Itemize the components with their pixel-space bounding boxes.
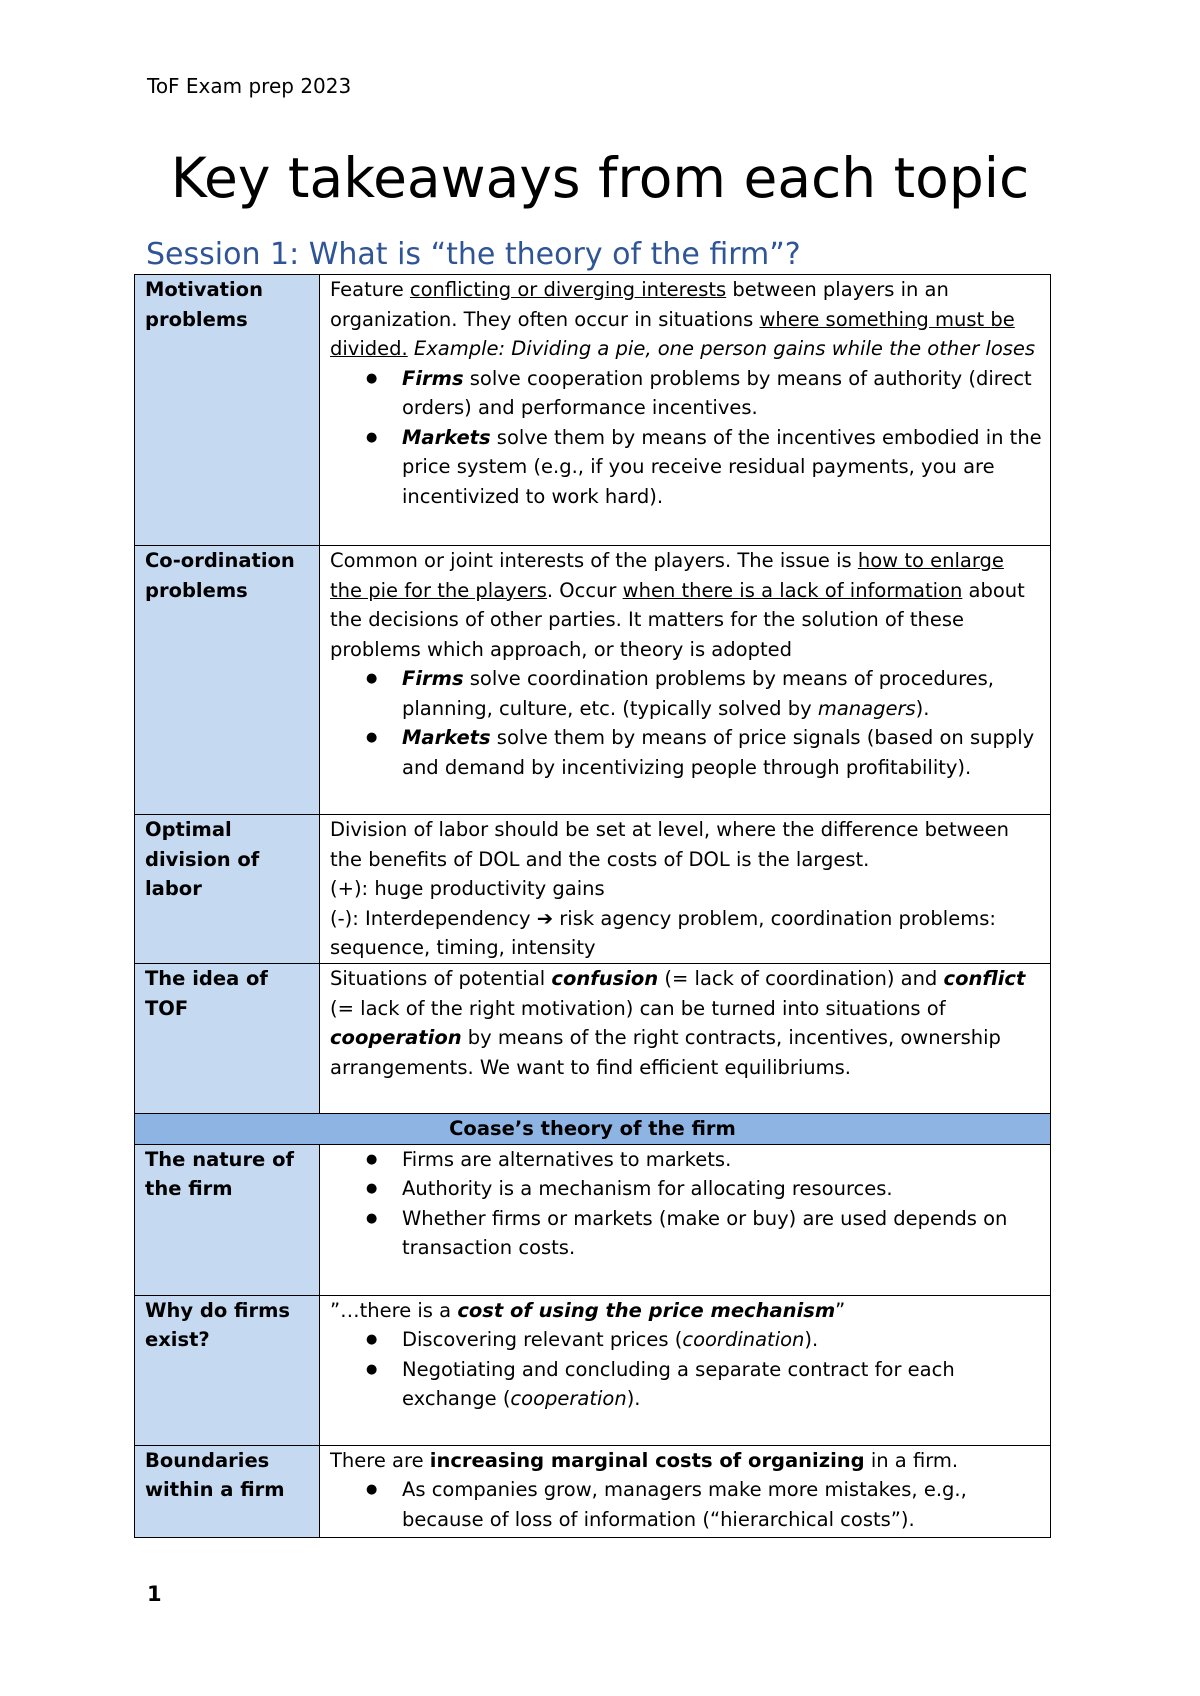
row-label: Co-ordination problems: [135, 546, 320, 815]
row-label: The nature of the firm: [135, 1144, 320, 1295]
row-content: There are increasing marginal costs of organizing in a firm. ● As companies grow, managers make more mistakes, e.g., because of loss of information (“hierarchical costs”).: [320, 1445, 1051, 1537]
list-item: ● Discovering relevant prices (coordination).: [402, 1325, 1042, 1355]
row-label: Motivation problems: [135, 275, 320, 546]
table-row: [135, 815, 1051, 964]
text: Feature: [330, 278, 410, 301]
row-label: The idea of TOF: [135, 964, 320, 1114]
row-content: Common or joint interests of the players. The issue is how to enlarge the pie for the players. Occur when there is a lack of information about the decisions of other parties. It matters for the solution of these problems which approach, or theory is adopted ● Firms solve coordination problems by means of procedures, planning, culture, etc. (typically solved by managers). ● Markets solve them by means of price signals (based on supply and demand by incentivizing people through profitability).: [320, 546, 1051, 815]
section-header: Coase’s theory of the firm: [135, 1114, 1051, 1145]
row-content: ”…there is a cost of using the price mechanism” ● Discovering relevant prices (coordination). ● Negotiating and concluding a separate contract for each exchange (cooperation).: [320, 1295, 1051, 1445]
list-item: ● Firms are alternatives to markets.: [402, 1145, 1042, 1175]
list-item: ● Markets solve them by means of the incentives embodied in the price system (e.g., if you receive residual payments, you are incentivized to work hard).: [402, 423, 1042, 512]
row-label: Boundaries within a firm: [135, 1445, 320, 1537]
underlined-text: where something must be divided.: [330, 307, 1015, 360]
bullet-list: [330, 664, 1042, 782]
section-row: [135, 1114, 1051, 1145]
bullet-list: [330, 1325, 1042, 1414]
bullet-list: [330, 1145, 1042, 1263]
list-item: ● Authority is a mechanism for allocating resources.: [402, 1174, 1042, 1204]
page-number: 1: [147, 1582, 162, 1606]
list-item: ● Firms solve cooperation problems by means of authority (direct orders) and performance incentives.: [402, 364, 1042, 423]
table-row: [135, 1144, 1051, 1295]
list-item: ● Markets solve them by means of price signals (based on supply and demand by incentivizing people through profitability).: [402, 723, 1042, 782]
takeaways-table: [134, 274, 1051, 1538]
row-label: Optimal division of labor: [135, 815, 320, 964]
list-item: ● As companies grow, managers make more mistakes, e.g., because of loss of information (“hierarchical costs”).: [402, 1475, 1042, 1534]
row-content: [320, 275, 1051, 546]
page-header: ToF Exam prep 2023: [147, 74, 352, 98]
list-item: ● Firms solve coordination problems by means of procedures, planning, culture, etc. (typically solved by managers).: [402, 664, 1042, 723]
row-label: Why do firms exist?: [135, 1295, 320, 1445]
bullet-list: [330, 1475, 1042, 1534]
text: between players in an organization. They often occur in situations: [330, 278, 949, 331]
table-row: [135, 964, 1051, 1114]
bullet-list: [330, 364, 1042, 512]
session-heading: Session 1: What is “the theory of the firm”?: [146, 237, 801, 272]
row-content: [320, 1144, 1051, 1295]
list-item: ● Whether firms or markets (make or buy) are used depends on transaction costs.: [402, 1204, 1042, 1263]
list-item: ● Negotiating and concluding a separate contract for each exchange (cooperation).: [402, 1355, 1042, 1414]
example-text: Example: Dividing a pie, one person gains while the other loses: [413, 337, 1036, 360]
table-row: [135, 1295, 1051, 1445]
table-row: [135, 1445, 1051, 1537]
page-title: Key takeaways from each topic: [170, 146, 1030, 210]
table-row: [135, 546, 1051, 815]
table-row: [135, 275, 1051, 546]
row-content: Division of labor should be set at level, where the difference between the benefits of DOL and the costs of DOL is the largest. (+): huge productivity gains (-): Interdependency ➔ risk agency problem, coordination problems: sequence, timing, intensity: [320, 815, 1051, 964]
row-content: Situations of potential confusion (= lack of coordination) and conflict (= lack of the right motivation) can be turned into situations of cooperation by means of the right contracts, incentives, ownership arrangements. We want to find efficient equilibriums.: [320, 964, 1051, 1114]
underlined-text: conflicting or diverging interests: [409, 278, 727, 301]
